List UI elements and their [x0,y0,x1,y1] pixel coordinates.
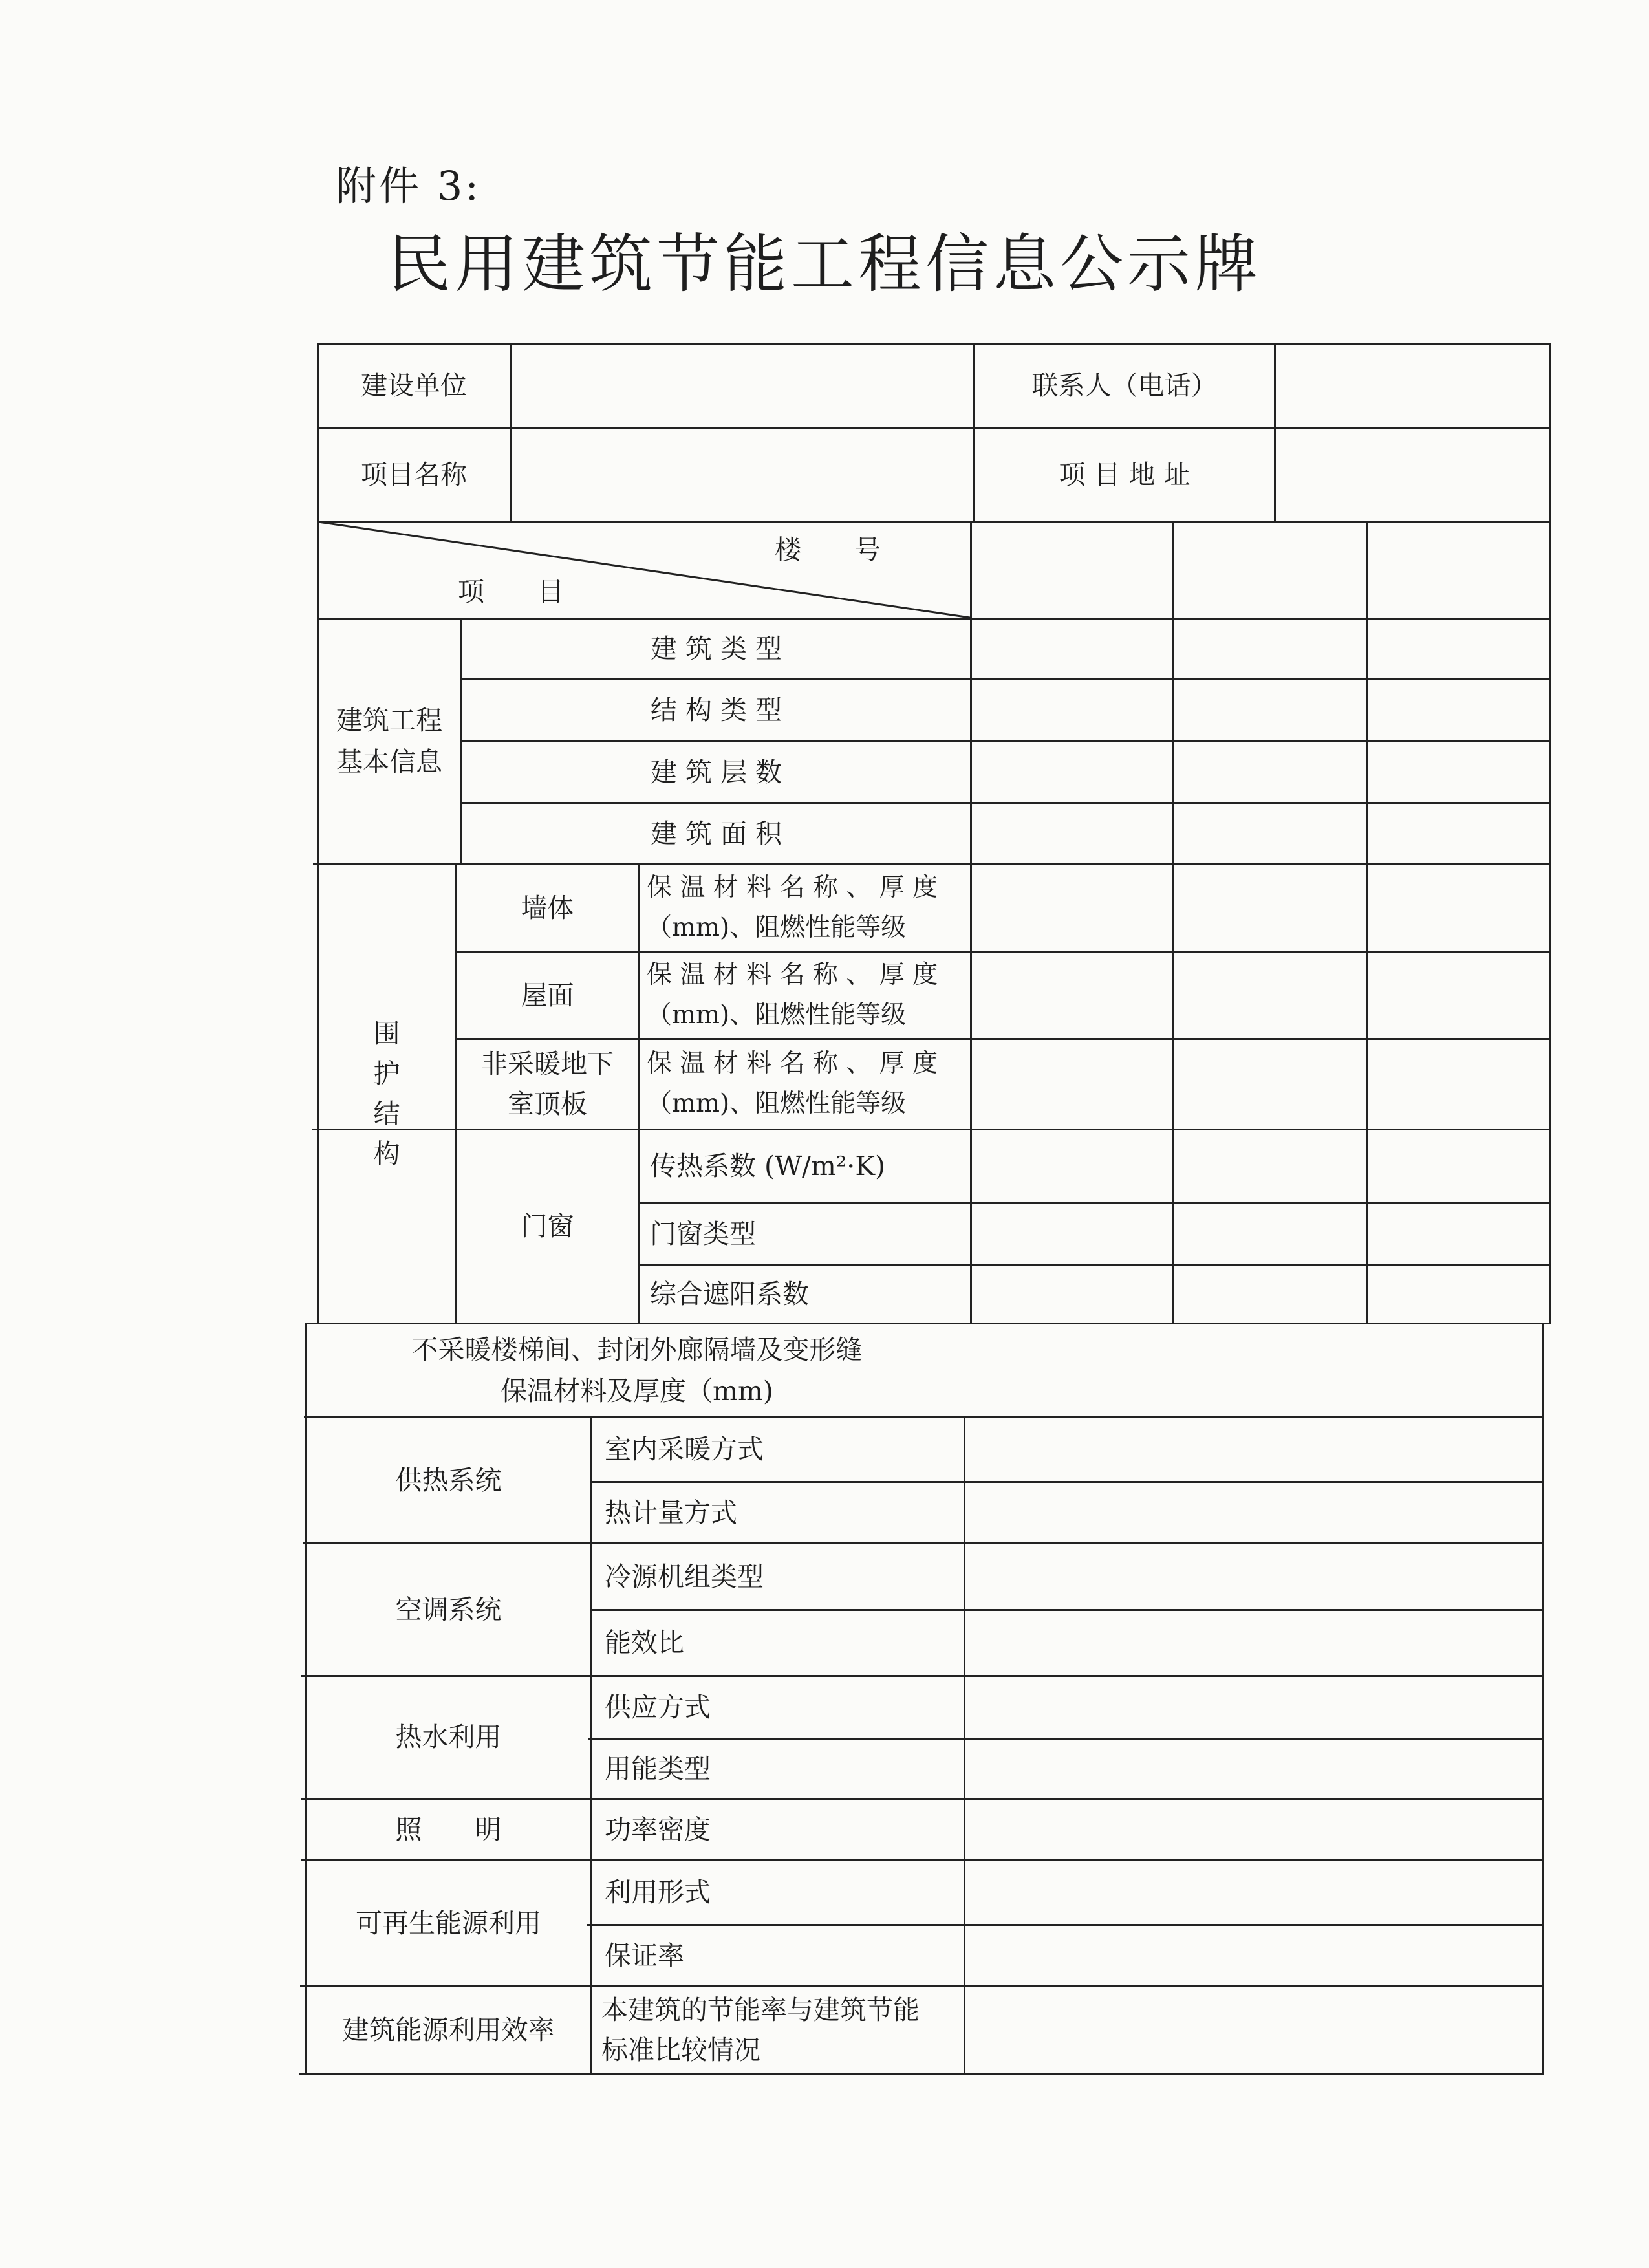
wall-insulation-label: 保 温 材 料 名 称 、 厚 度 （mm)、阻燃性能等级 [647,872,938,942]
wall-label: 墙体 [521,892,574,923]
guarantee-rate-label: 保证率 [605,1939,684,1971]
basement-roof-label: 非采暖地下 室顶板 [481,1048,614,1119]
energy-saving-comparison-label: 本建筑的节能率与建筑节能 标准比较情况 [601,1994,920,2066]
lighting-label: 照 明 [395,1813,502,1845]
envelope-char: 结 [373,1098,400,1129]
energy-efficiency-label: 建筑能源利用效率 [342,2014,555,2046]
developer-label: 建设单位 [361,370,467,401]
window-type-label: 门窗类型 [650,1218,756,1249]
page-title: 民用建筑节能工程信息公示牌 [387,228,1262,301]
project-address-value[interactable] [1276,428,1549,521]
floor-count-label: 建 筑 层 数 [650,756,782,788]
supply-method-label: 供应方式 [605,1692,711,1723]
basic-info-group: 建筑工程 基本信息 [336,705,442,777]
building-number-label: 楼 号 [775,534,881,565]
floor-area-label: 建 筑 面 积 [650,817,782,849]
contact-value[interactable] [1276,344,1549,427]
stairwell-insulation-value[interactable] [967,1324,1542,1416]
window-group: 门窗 [521,1211,574,1242]
roof-insulation-label: 保 温 材 料 名 称 、 厚 度 （mm)、阻燃性能等级 [647,960,938,1030]
roof-label: 屋面 [521,979,574,1011]
project-name-label: 项目名称 [361,459,467,490]
stairwell-insulation-label: 不采暖楼梯间、封闭外廊隔墙及变形缝 保温材料及厚度（mm) [411,1334,863,1407]
energy-type-label: 用能类型 [605,1753,711,1784]
hot-water-label: 热水利用 [395,1722,502,1753]
heating-system-label: 供热系统 [395,1464,502,1496]
basement-insulation-label: 保 温 材 料 名 称 、 厚 度 （mm)、阻燃性能等级 [647,1049,938,1118]
item-label: 项 目 [458,576,564,607]
power-density-label: 功率密度 [605,1813,711,1845]
structure-type-label: 结 构 类 型 [650,694,782,726]
chiller-type-label: 冷源机组类型 [605,1561,764,1592]
ac-system-label: 空调系统 [395,1593,502,1625]
envelope-char: 护 [373,1058,400,1089]
developer-value[interactable] [512,344,973,427]
heat-transfer-label: 传热系数 (W/m²·K) [650,1150,885,1182]
project-address-label: 项 目 地 址 [1059,459,1191,490]
envelope-char: 构 [373,1138,400,1169]
heat-metering-label: 热计量方式 [605,1496,737,1528]
building-type-label: 建 筑 类 型 [650,632,782,664]
efficiency-ratio-label: 能效比 [605,1627,684,1658]
envelope-char: 围 [373,1018,400,1049]
envelope-group [318,865,455,1323]
utilization-form-label: 利用形式 [605,1877,711,1908]
attachment-number: 附件 3: [336,162,482,210]
contact-label: 联系人（电话） [1031,370,1218,401]
shading-coefficient-label: 综合遮阳系数 [650,1279,809,1310]
indoor-heating-label: 室内采暖方式 [605,1434,764,1465]
renewable-energy-label: 可再生能源利用 [356,1907,541,1939]
project-name-value[interactable] [512,428,973,521]
